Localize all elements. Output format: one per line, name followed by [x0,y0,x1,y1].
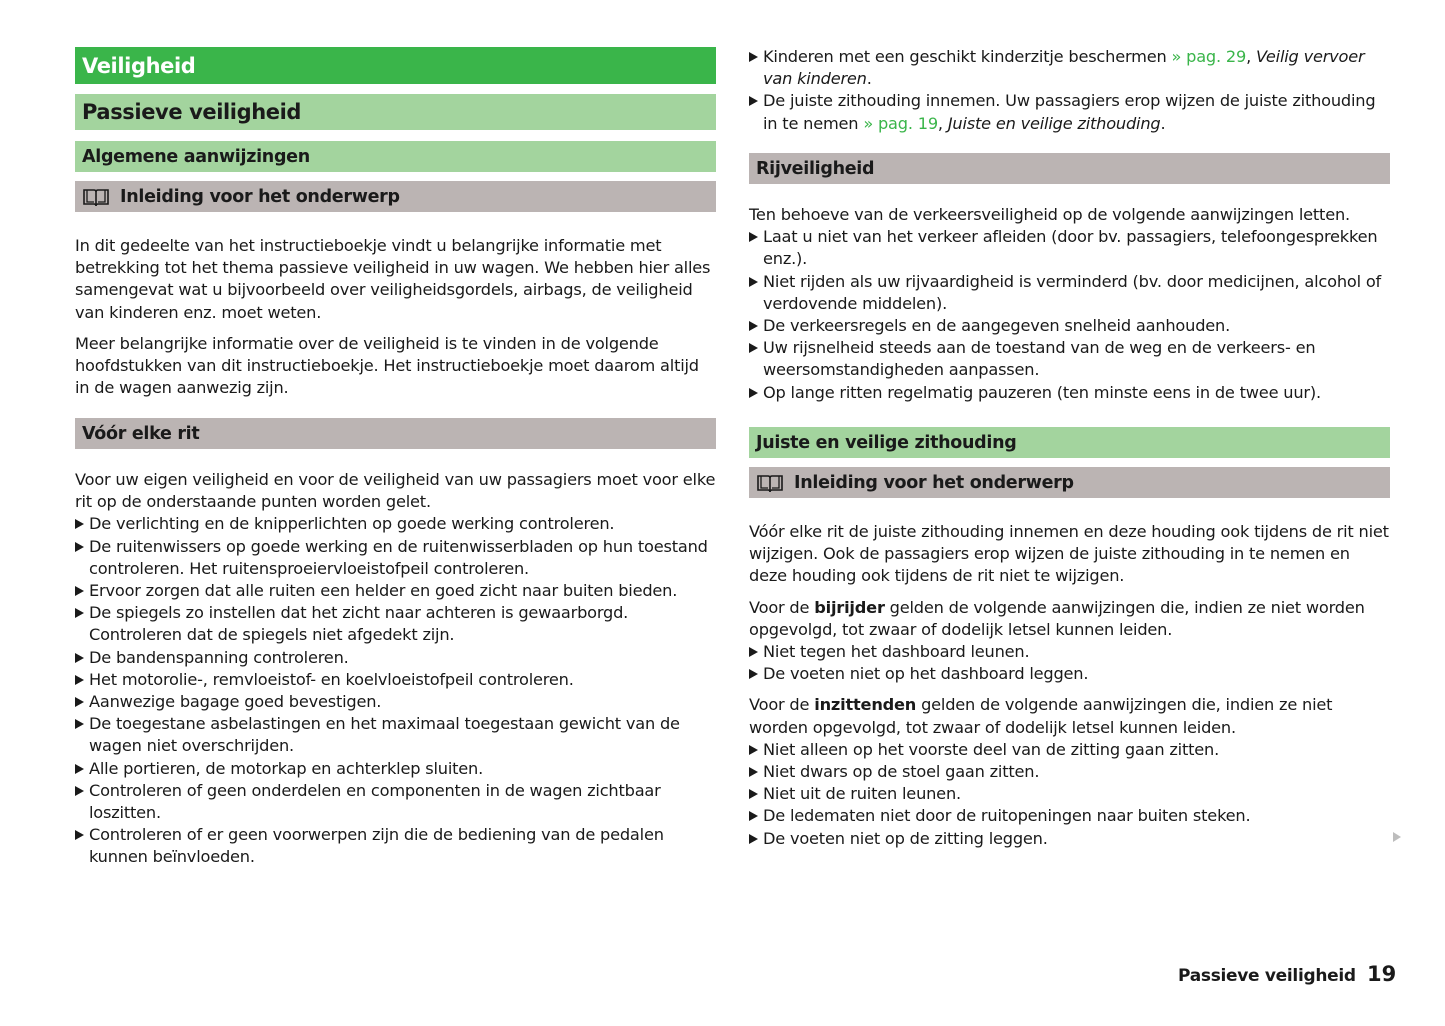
list-item: Niet dwars op de stoel gaan zitten. [749,761,1390,783]
chapter-title-bar [75,47,716,84]
list-item: Laat u niet van het verkeer afleiden (door bv. passagiers, telefoongesprekken enz.). [749,226,1390,270]
before-ride-text [75,469,716,869]
bullet-triangle-icon [749,834,758,844]
bullet-triangle-icon [749,277,758,287]
list-item: Controleren of er geen voorwerpen zijn die de bediening van de pedalen kunnen beïnvloeden. [75,824,716,868]
bullet-triangle-icon [75,764,84,774]
driving-safety-intro: Ten behoeve van de verkeersveiligheid op de volgende aanwijzingen letten. [749,205,1350,224]
list-item: Niet rijden als uw rijvaardigheid is verminderd (bv. door medicijnen, alcohol of verdovende middelen). [749,271,1390,315]
passenger-list [749,641,1390,685]
list-item: Niet alleen op het voorste deel van de zitting gaan zitten. [749,739,1390,761]
occupants-emphasis: inzittenden [814,695,917,715]
list-item: De verkeersregels en de aangegeven snelheid aanhouden. [749,315,1390,337]
before-ride-list [75,513,716,868]
bullet-triangle-icon [749,321,758,331]
subsection-title: Algemene aanwijzingen [82,146,310,167]
list-item: Aanwezige bagage goed bevestigen. [75,691,716,713]
list-item: Niet tegen het dashboard leunen. [749,641,1390,663]
driving-safety-list [749,226,1390,404]
book-icon [756,473,784,493]
seating-title: Juiste en veilige zithouding [756,432,1017,453]
seating-intro-header-bar [749,467,1390,498]
seating-text [749,521,1390,850]
seating-title-bar [749,427,1390,458]
bullet-triangle-icon [75,675,84,685]
list-item: De bandenspanning controleren. [75,647,716,669]
footer-section-title: Passieve veiligheid [1178,966,1356,986]
list-item: Alle portieren, de motorkap en achterklep sluiten. [75,758,716,780]
bullet-triangle-icon [749,811,758,821]
list-item: De juiste zithouding innemen. Uw passagiers erop wijzen de juiste zithouding in te nemen » pag. 19, Juiste en veilige zithouding. [749,90,1390,134]
reference-title: Veilig vervoer van kinderen [763,47,1365,89]
before-ride-header-bar [75,418,716,449]
bullet-triangle-icon [75,608,84,618]
subsection-title-bar [75,141,716,172]
driving-safety-header-bar [749,153,1390,184]
bullet-triangle-icon [75,542,84,552]
bullet-triangle-icon [749,343,758,353]
page-reference-link[interactable]: » pag. 29 [1171,47,1247,66]
list-item: Het motorolie-, remvloeistof- en koelvloeistofpeil controleren. [75,669,716,691]
passenger-emphasis: bijrijder [814,597,885,617]
bullet-triangle-icon [749,669,758,679]
before-ride-intro: Voor uw eigen veiligheid en voor de veiligheid van uw passagiers moet voor elke rit op de onderstaande punten worden gelet. [75,470,716,512]
section-title: Passieve veiligheid [82,100,302,124]
book-icon [82,187,110,207]
bullet-triangle-icon [749,767,758,777]
bullet-triangle-icon [749,388,758,398]
continued-list [749,46,1390,135]
intro-header-bar [75,181,716,212]
list-item: De spiegels zo instellen dat het zicht naar achteren is gewaarborgd. Controleren dat de spiegels niet afgedekt zijn. [75,602,716,646]
bullet-triangle-icon [749,789,758,799]
occupants-list [749,739,1390,850]
occupants-paragraph: Voor de inzittenden gelden de volgende aanwijzingen die, indien ze niet worden opgevolgd, tot zwaar of dodelijk letsel kunnen leiden. [749,695,1333,737]
bullet-triangle-icon [749,745,758,755]
driving-safety-text [749,204,1390,404]
bullet-triangle-icon [75,719,84,729]
list-item: Niet uit de ruiten leunen. [749,783,1390,805]
chapter-title: Veiligheid [82,53,196,78]
list-item: De ledematen niet door de ruitopeningen naar buiten steken. [749,805,1390,827]
bullet-triangle-icon [749,647,758,657]
intro-paragraph: In dit gedeelte van het instructieboekje vindt u belangrijke informatie met betrekking tot het thema passieve veiligheid in uw wagen. We hebben hier alles samengevat wat u bijvoorbeeld over veiligheidsgordels, airbags, de veiligheid van kinderen enz. moet weten. [75,236,711,322]
list-item: Op lange ritten regelmatig pauzeren (ten minste eens in de twee uur). [749,382,1390,404]
continued-list-text [749,46,1390,135]
bullet-triangle-icon [75,653,84,663]
intro-paragraph: Meer belangrijke informatie over de veiligheid is te vinden in de volgende hoofdstukken van dit instructieboekje. Het instructieboekje moet daarom altijd in de wagen aanwezig zijn. [75,333,699,398]
intro-text [75,235,716,399]
list-item: Kinderen met een geschikt kinderzitje beschermen » pag. 29, Veilig vervoer van kinderen. [749,46,1390,90]
list-item: De ruitenwissers op goede werking en de ruitenwisserbladen op hun toestand controleren. Het ruitensproeiervloeistofpeil controleren. [75,536,716,580]
seating-paragraph: Vóór elke rit de juiste zithouding innemen en deze houding ook tijdens de rit niet wijzigen. Ook de passagiers erop wijzen de juiste zithouding in te nemen en deze houding ook tijdens de rit niet te wijzigen. [749,522,1389,586]
list-item: De voeten niet op de zitting leggen. [749,828,1390,850]
list-item: De voeten niet op het dashboard leggen. [749,663,1390,685]
bullet-triangle-icon [749,232,758,242]
page-reference-link[interactable]: » pag. 19 [863,113,938,133]
list-item: De verlichting en de knipperlichten op goede werking controleren. [75,513,716,535]
bullet-triangle-icon [749,52,758,62]
triangle-right-icon [1393,832,1401,842]
list-item: De toegestane asbelastingen en het maximaal toegestaan gewicht van de wagen niet overschrijden. [75,713,716,757]
bullet-triangle-icon [75,786,84,796]
bullet-triangle-icon [75,519,84,529]
intro-header-label: Inleiding voor het onderwerp [794,472,1074,493]
before-ride-title: Vóór elke rit [82,423,200,444]
passenger-paragraph: Voor de bijrijder gelden de volgende aanwijzingen die, indien ze niet worden opgevolgd, tot zwaar of dodelijk letsel kunnen leiden. [749,597,1365,639]
intro-header-label: Inleiding voor het onderwerp [120,186,400,207]
list-item: Controleren of geen onderdelen en componenten in de wagen zichtbaar loszitten. [75,780,716,824]
section-title-bar [75,94,716,130]
driving-safety-title: Rijveiligheid [756,158,875,179]
reference-title: Juiste en veilige zithouding [947,113,1161,133]
bullet-triangle-icon [75,697,84,707]
page-number: 19 [1367,962,1397,986]
list-item: Ervoor zorgen dat alle ruiten een helder en goed zicht naar buiten bieden. [75,580,716,602]
bullet-triangle-icon [75,586,84,596]
bullet-triangle-icon [75,830,84,840]
bullet-triangle-icon [749,96,758,106]
list-item: Uw rijsnelheid steeds aan de toestand van de weg en de verkeers- en weersomstandigheden aanpassen. [749,337,1390,381]
